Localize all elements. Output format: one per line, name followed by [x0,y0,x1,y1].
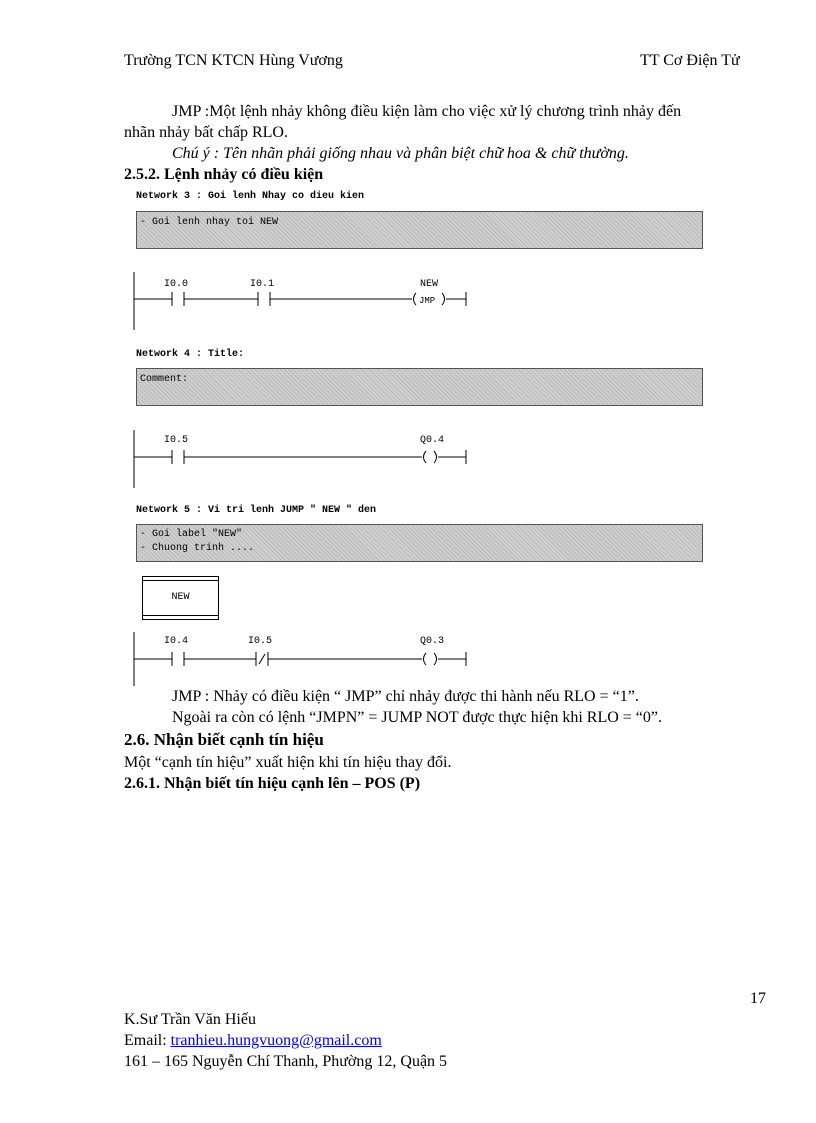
contact-label-i0-5-nc: I0.5 [248,636,273,647]
jmp-coil-right [442,293,445,305]
jump-label-box [142,576,219,620]
footer-address: 161 – 165 Nguyễn Chí Thanh, Phường 12, Quận 5 [124,1053,448,1070]
network-5-comment-line-1: - Goi label "NEW" [140,529,243,540]
section-heading-2-5-2: 2.5.2. Lệnh nhảy có điều kiện [124,166,324,183]
intro-note: Chú ý : Tên nhãn phải giống nhau và phân biệt chữ hoa & chữ thường. [172,145,629,162]
jmp-coil-left [414,293,417,305]
network-4-comment-line: Comment: [140,374,189,385]
network-4-ladder [126,426,486,494]
coil-label-q0-3: Q0.3 [420,636,445,647]
contact-label-i0-4: I0.4 [164,636,189,647]
network-3-title [136,191,364,202]
network-3-title-text: Network 3 : Goi lenh Nhay co dieu kien [136,191,365,202]
network-3-comment-box[interactable] [136,211,703,249]
network-5-ladder [126,630,486,688]
email-link[interactable]: tranhieu.hungvuong@gmail.com [170,1032,382,1049]
network-3-ladder [126,268,486,336]
network-4-title [136,349,244,360]
coil-label-q0-4: Q0.4 [420,435,445,446]
network-4-title-text: Network 4 : Title: [136,349,245,360]
network-5-title-text: Network 5 : Vi tri lenh JUMP " NEW " den [136,505,377,516]
page-number: 17 [750,990,766,1007]
intro-line-2: nhãn nhảy bất chấp RLO. [124,124,288,141]
header-left: Trường TCN KTCN Hùng Vương [124,52,343,69]
nc-contact-slash [259,654,265,664]
network-4-comment-box[interactable] [136,368,703,406]
intro-line-1: JMP :Một lệnh nhảy không điều kiện làm cho việc xử lý chương trình nhảy đến [172,103,682,120]
section-heading-2-6-1: 2.6.1. Nhận biết tín hiệu cạnh lên – POS (P) [124,775,421,792]
jump-label-text: NEW [171,592,190,603]
section-2-6-text: Một “cạnh tín hiệu” xuất hiện khi tín hiệu thay đổi. [124,754,452,771]
coil-text-jmp: JMP [419,296,436,306]
explain-line-1: JMP : Nhảy có điều kiện “ JMP” chỉ nhảy được thi hành nếu RLO = “1”. [172,688,639,705]
network-3-comment-line: - Goi lenh nhay toi NEW [140,217,279,228]
network-5-title [136,505,376,516]
explain-line-2: Ngoài ra còn có lệnh “JMPN” = JUMP NOT được thực hiện khi RLO = “0”. [172,709,662,726]
coil-label-new: NEW [420,279,439,290]
footer-author: K.Sư Trần Văn Hiếu [124,1011,256,1028]
section-heading-2-6: 2.6. Nhận biết cạnh tín hiệu [124,730,324,749]
contact-label-i0-5: I0.5 [164,435,189,446]
footer-email-label: Email: [124,1032,171,1049]
network-5-comment-line-2: - Chuong trinh .... [140,543,255,554]
contact-label-i0-0: I0.0 [164,279,189,290]
contact-label-i0-1: I0.1 [250,279,275,290]
header-right: TT Cơ Điện Tử [640,52,740,69]
footer-email [124,1032,382,1050]
network-5-comment-box[interactable] [136,524,703,562]
